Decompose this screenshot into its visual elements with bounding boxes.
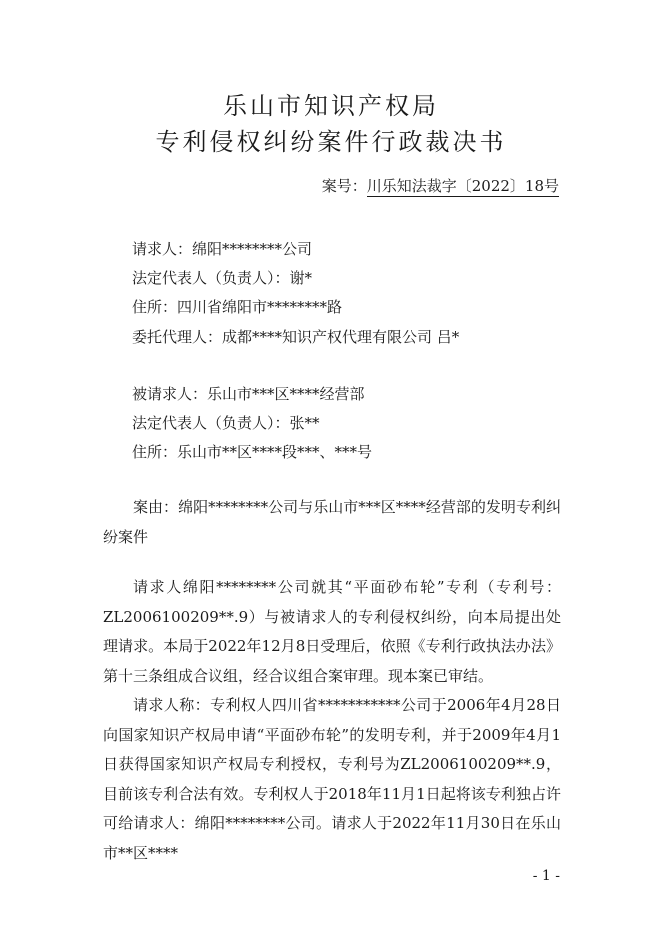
case-cause: 案由：绵阳********公司与乐山市***区****经营部的发明专利纠纷案件 <box>103 498 561 546</box>
requester-name: 请求人：绵阳********公司 <box>132 240 313 258</box>
document-title: 专利侵权纠纷案件行政裁决书 <box>155 128 507 156</box>
case-number-value: 川乐知法裁字〔2022〕18号 <box>366 177 559 195</box>
respondent-name: 被请求人：乐山市***区****经营部 <box>132 385 365 403</box>
paragraph-requester-claim: 请求人称：专利权人四川省***********公司于2006年4月28日向国家知识产权局申请“平面砂布轮”的发明专利，并于2009年4月1日获得国家知识产权局专利授权，专利号为ZL2006100209**.9，目前该专利合法有效。专利权人于2018年11月1日起将该专利独占许可给请求人：绵阳********公司。请求人于2022年11月30日在乐山市**区**** <box>103 696 561 862</box>
requester-address: 住所：四川省绵阳市********路 <box>132 298 343 316</box>
page-number: - 1 - <box>532 868 560 884</box>
respondent-address: 住所：乐山市**区****段***、***号 <box>132 443 373 461</box>
case-number <box>322 175 559 196</box>
issuing-authority-title: 乐山市知识产权局 <box>223 92 439 120</box>
respondent-representative: 法定代表人（负责人）：张** <box>132 414 320 432</box>
requester-agent: 委托代理人：成都****知识产权代理有限公司 吕* <box>132 328 460 346</box>
paragraph-acceptance: 请求人绵阳********公司就其“平面砂布轮”专利（专利号：ZL2006100209**.9）与被请求人的专利侵权纠纷，向本局提出处理请求。本局于2022年12月8日受理后，依照《专利行政执法办法》第十三条组成合议组，经合议组合案审理。现本案已审结。 <box>103 578 561 685</box>
case-number-label: 案号： <box>321 177 367 195</box>
requester-representative: 法定代表人（负责人）：谢* <box>132 269 313 287</box>
